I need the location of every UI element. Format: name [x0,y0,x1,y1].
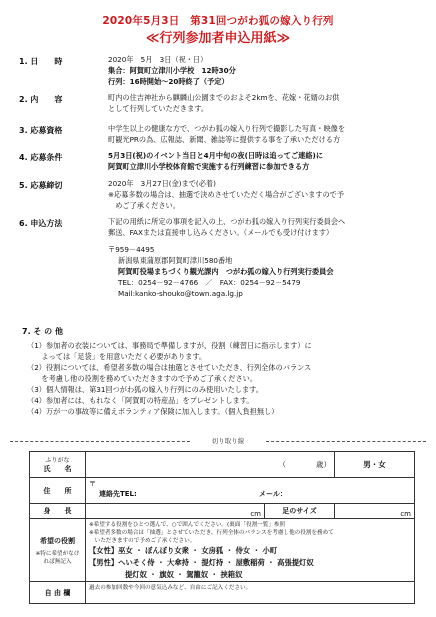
role-instruction: ※希望者多数の場合は「抽選」とさせていただき、行列全体のバランスを考慮し他の役割を務めて [89,530,334,536]
cut-line [10,436,426,446]
address-mail[interactable]: Mail:kanko-shouko@town.aga.lg.jp [118,289,243,298]
postal-mark: 〒 [89,480,96,488]
gender-field[interactable] [335,452,415,478]
address-line1: 新潟県東蒲原郡阿賀町津川580番地 [118,256,233,265]
form-row-name [30,452,415,478]
role-options-male-2[interactable]: 提灯奴 ・ 旗奴 ・ 駕籠奴 ・ 挟箱奴 [125,570,243,579]
section-4-line: 5月3日(祝)のイベント当日と4月中旬の夜(日時は追ってご連絡)に [108,151,324,160]
other-item: よっては「足袋」を用意いただく必要があります。 [27,352,207,361]
address-postal: 〒959－4495 [108,245,155,254]
other-item: （4）万が一の事故等に備えボランティア保険に加入します。（個人負担無し） [27,407,279,416]
section-6-label: 6. 申込方法 [19,219,63,228]
section-2-line: として行列していただきます。 [108,104,209,113]
free-note: 過去の参加回数や今回の意気込みなど、自由にご記入ください。 [89,585,252,591]
cut-dash-right [266,441,426,442]
other-item: （1）参加者の衣装については、事務局で準備しますが、役割（練習日に指示します）に [27,341,312,350]
email-label: メール： [259,490,287,498]
name-label-cell [30,452,86,478]
section-5-label: 5. 応募締切 [19,181,63,190]
section-6-line: 郵送、FAXまたは直接申し込みください。（メールでも受け付けます） [108,228,334,237]
section-4-line: 阿賀町立津川小学校体育館で実施する行列練習に参加できる方 [108,162,310,171]
height-field[interactable] [86,504,265,519]
address-phone: TEL：0254－92－4766 ／ FAX：0254－92－5479 [118,278,301,287]
role-field[interactable] [86,519,415,582]
height-unit: cm [250,510,261,518]
form-row-address [30,478,415,504]
event-title: 2020年5月3日 第31回つがわ狐の嫁入り行列 [102,15,334,27]
role-instruction: いただきますので予めご了承ください。 [89,538,196,544]
gender-options[interactable]: 男・女 [363,460,386,469]
role-label-cell [30,519,86,582]
contact-tel-label: 連絡先TEL: [99,490,137,498]
role-options-female[interactable]: 【女性】巫女 ・ ぼんぼり女衆 ・ 女房狐 ・ 侍女 ・ 小町 [89,546,278,555]
section-6-line: 下記の用紙に所定の事項を記入の上、つがわ狐の嫁入り行列実行委員会へ [108,217,346,226]
section-5-line: めご了承ください。 [108,201,180,210]
section-1-line: 2020年 5月 3日（祝・日） [108,55,208,64]
furigana-label: ふりがな [45,457,70,464]
form-row-height [30,504,415,519]
section-7-label: 7. そ の 他 [22,327,63,336]
section-3-line: 町観光PRの為、広報誌、新聞、雑誌等に提供する事を了承いただける方 [108,135,341,144]
cut-dash-left [10,441,190,442]
address-line2: 阿賀町役場まちづくり観光課内 つがわ狐の嫁入り行列実行委員会 [118,267,334,276]
role-options-male[interactable]: 【男性】へいそく侍 ・ 大傘持 ・ 提灯持 ・ 屋敷稲荷 ・ 高張提灯奴 [89,558,314,567]
section-1-label: 1. 日 時 [19,57,63,66]
role-note: ※特に希望がなければ無記入 [35,550,80,565]
section-4-label: 4. 応募条件 [19,153,63,162]
form-subtitle: ≪行列参加者申込用紙≫ [145,31,291,46]
free-field[interactable] [86,582,415,604]
other-item: を考慮し他の役割を務めていただきますので予めご了承ください。 [27,374,258,383]
form-row-free [30,582,415,604]
section-1-line: 集合：阿賀町立津川小学校 12時30分 [108,66,236,75]
section-5-line: ※応募多数の場合は、抽選で決めさせていただく場合がございますので予 [108,190,345,199]
form-row-role [30,519,415,582]
address-field[interactable] [86,478,415,504]
section-2-label: 2. 内 容 [19,95,63,104]
foot-size-unit: cm [400,510,411,518]
other-item: （2）役割については、希望者多数の場合は抽選とさせていただき、行列全体のバランス [27,363,312,372]
address-label: 住 所 [30,478,86,504]
section-3-label: 3. 応募資格 [19,126,63,135]
section-3-line: 中学生以上の健康な方で、つがわ狐の嫁入り行列で撮影した写真・映像を [108,124,346,133]
section-1-line: 行列：16時開始～20時終了（予定） [108,77,229,86]
role-label: 希望の役割 [40,536,75,545]
other-item: （3）個人情報は、第31回つがわ狐の嫁入り行列にのみ使用いたします。 [27,385,263,394]
other-item: （4）参加者には、もれなく「阿賀町の特産品」をプレゼントします。 [27,396,254,405]
role-instruction: ※希望する役割をひとつ選んで、○で囲んでください。(裏面「役割一覧」参照 [89,522,286,528]
section-5-line: 2020年 3月27日(金)まで(必着) [108,179,216,188]
name-field[interactable] [86,452,335,478]
cut-line-label: 切り取り線 [211,437,245,445]
free-label: 自 由 欄 [30,582,86,604]
foot-size-label: 足のサイズ [265,504,335,519]
section-2-line: 町内の住吉神社から麒麟山公園までのおよそ2kmを、花嫁・花婿のお供 [108,93,340,102]
application-form [29,451,415,604]
name-label: 氏 名 [43,465,72,473]
height-label: 身 長 [30,504,86,519]
age-field[interactable]: （ 歳） [278,460,331,469]
foot-size-field[interactable] [335,504,415,519]
